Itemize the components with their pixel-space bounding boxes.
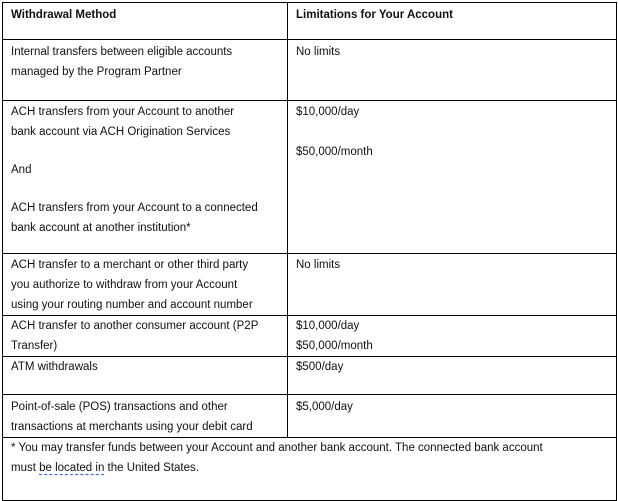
method-text: Internal transfers between eligible accounts <box>11 46 233 58</box>
method-text: Point-of-sale (POS) transactions and other <box>11 401 228 413</box>
method-text: managed by the Program Partner <box>11 66 182 78</box>
limit-text: $5,000/day <box>296 401 353 413</box>
method-text: ACH transfer to another consumer account (P2P <box>11 320 259 332</box>
footnote-line: * You may transfer funds between your Account and another bank account. The connected bank account <box>11 442 543 454</box>
limit-text: $50,000/month <box>296 340 373 352</box>
method-text: ACH transfers from your Account to another <box>11 106 235 118</box>
limit-text: $50,000/month <box>296 146 373 158</box>
method-text: bank account via ACH Origination Services <box>11 126 231 138</box>
limit-text: No limits <box>296 259 341 271</box>
method-text: Transfer) <box>11 340 58 352</box>
method-text: using your routing number and account number <box>11 299 253 311</box>
limit-cell <box>288 395 617 438</box>
method-cell <box>3 357 288 395</box>
method-cell <box>3 40 288 101</box>
header-withdrawal-method: Withdrawal Method <box>3 3 288 40</box>
footnote-text: must <box>11 462 40 474</box>
method-text: bank account at another institution* <box>11 222 191 234</box>
table-row <box>3 101 617 254</box>
limit-cell <box>288 40 617 101</box>
limit-cell <box>288 101 617 254</box>
method-text: ACH transfer to a merchant or other third party <box>11 259 249 271</box>
spellcheck-marked-text: be located in <box>39 462 105 474</box>
table-row <box>3 316 617 357</box>
limit-text: $10,000/day <box>296 106 360 118</box>
header-limitations: Limitations for Your Account <box>288 3 617 40</box>
method-cell <box>3 101 288 254</box>
table-row <box>3 395 617 438</box>
footnote-text: the United States. <box>104 462 199 474</box>
limit-text: No limits <box>296 46 341 58</box>
footnote-line <box>11 458 608 478</box>
footnote-row <box>3 438 617 501</box>
method-cell <box>3 254 288 316</box>
method-text: transactions at merchants using your debit card <box>11 421 253 433</box>
limit-cell <box>288 316 617 357</box>
method-text: And <box>11 164 32 176</box>
limit-cell <box>288 254 617 316</box>
limit-text: $10,000/day <box>296 320 360 332</box>
limit-cell <box>288 357 617 395</box>
table-header-row <box>3 3 617 40</box>
table-row <box>3 357 617 395</box>
method-text: you authorize to withdraw from your Account <box>11 279 238 291</box>
footnote-cell <box>3 438 617 501</box>
table-row <box>3 254 617 316</box>
method-cell <box>3 316 288 357</box>
method-cell <box>3 395 288 438</box>
table-row <box>3 40 617 101</box>
limit-text: $500/day <box>296 361 344 373</box>
withdrawal-limits-table <box>2 2 617 501</box>
method-text: ATM withdrawals <box>11 361 98 373</box>
method-text: ACH transfers from your Account to a connected <box>11 202 258 214</box>
